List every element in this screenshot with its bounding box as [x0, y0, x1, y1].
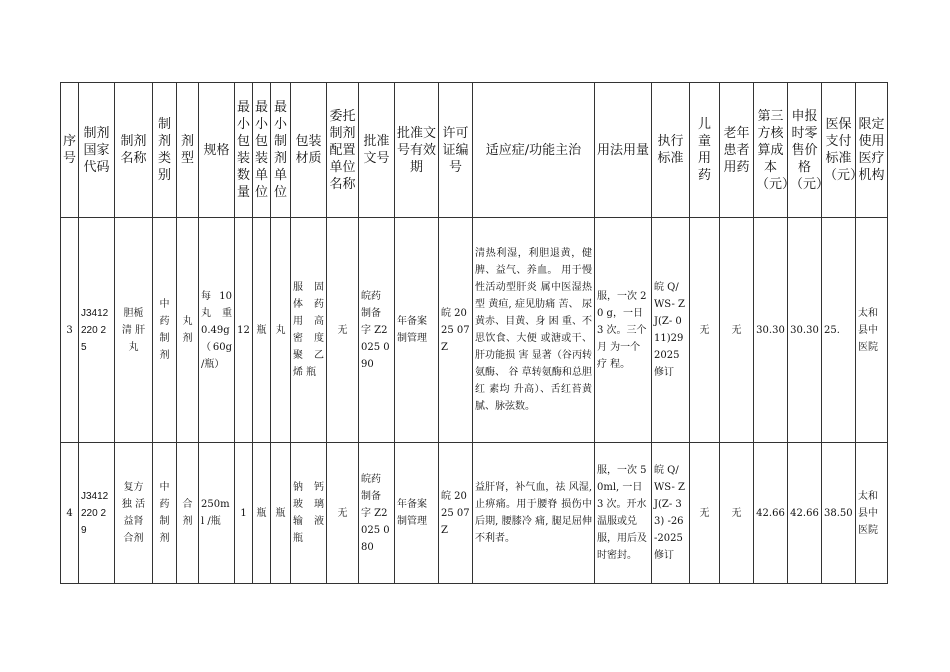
standard-cell: 皖 Q/WS- ZJ(Z- 33) -26 -2025 修订 [652, 443, 690, 584]
pack-unit-cell: 瓶 [253, 218, 271, 443]
code-cell: J3412 220 2 5 [79, 218, 115, 443]
pack-unit-cell: 瓶 [253, 443, 271, 584]
header-cell: 执行标准 [652, 83, 690, 218]
header-cell: 制剂类别 [153, 83, 177, 218]
header-cell: 申报时零售价格（元） [788, 83, 822, 218]
header-cell: 许可证编号 [439, 83, 473, 218]
header-cell: 最小包装数量 [235, 83, 253, 218]
material-cell: 服 固 体 药 用 高 密 度 聚 乙 烯 瓶 [291, 218, 327, 443]
code-cell: J3412 220 2 9 [79, 443, 115, 584]
insurance-cell: 25. [822, 218, 856, 443]
cost-cell: 30.30 [754, 218, 788, 443]
header-cell: 委托制剂配置单位名称 [327, 83, 359, 218]
approval-no-cell: 皖药 制备 字 Z2025 090 [359, 218, 395, 443]
header-cell: 老年患者用药 [720, 83, 754, 218]
category-cell: 中 药制 剂 [153, 218, 177, 443]
drug-catalog-table [60, 82, 888, 584]
form-cell: 丸 剂 [177, 218, 199, 443]
seq-cell: 4 [61, 443, 79, 584]
indication-cell: 清热利湿，利胆退黄，健脾、益气、养血。 用于慢性活动型肝炎 属中医湿热型 黄疸, 症见肋痛 苦、 尿黄赤、目黄、身 困 重、不思饮食、大便 或溏或干、肝功能损 害 显著（谷丙转氨酶、 谷 草转氨酶和总胆红 素均 升高）、舌红苔黄 腻、脉弦数。 [473, 218, 595, 443]
table-row [61, 443, 888, 584]
material-cell: 钠 钙 玻 璃 输 液 瓶 [291, 443, 327, 584]
header-cell: 最小制剂单位 [271, 83, 291, 218]
header-cell: 限定使用医疗机构 [856, 83, 888, 218]
standard-cell: 皖 Q/WS- ZJ(Z- 011)29 2025 修订 [652, 218, 690, 443]
child-cell: 无 [690, 218, 720, 443]
header-cell: 剂型 [177, 83, 199, 218]
name-cell: 复方 独 活 益肾 合剂 [115, 443, 153, 584]
institution-cell: 太和 县中 医院 [856, 218, 888, 443]
price-cell: 30.30 [788, 218, 822, 443]
table-header-row [61, 83, 888, 218]
indication-cell: 益肝肾，补气血，祛 风湿, 止痹痛。用于腰脊 损伤中后期, 腰膝冷 痛, 腿足屈伸不利者。 [473, 443, 595, 584]
category-cell: 中 药制 剂 [153, 443, 177, 584]
prep-unit-cell: 丸 [271, 218, 291, 443]
validity-cell: 年备案 制管理 [395, 218, 439, 443]
cost-cell: 42.66 [754, 443, 788, 584]
entrusted-cell: 无 [327, 443, 359, 584]
spec-cell: 250ml /瓶 [199, 443, 235, 584]
header-cell: 包装材质 [291, 83, 327, 218]
header-cell: 第三方核算成本（元） [754, 83, 788, 218]
license-cell: 皖 2025 07Z [439, 443, 473, 584]
header-cell: 最小包装单位 [253, 83, 271, 218]
prep-unit-cell: 瓶 [271, 443, 291, 584]
name-cell: 胆栀 清 肝丸 [115, 218, 153, 443]
child-cell: 无 [690, 443, 720, 584]
validity-cell: 年备案 制管理 [395, 443, 439, 584]
header-cell: 制剂名称 [115, 83, 153, 218]
usage-cell: 服，一次 20 g，一日 3 次。三个 月 为一个 疗 程。 [595, 218, 652, 443]
header-cell: 批准文号 [359, 83, 395, 218]
approval-no-cell: 皖药 制备 字 Z2025 080 [359, 443, 395, 584]
header-cell: 序号 [61, 83, 79, 218]
header-cell: 制剂国家代码 [79, 83, 115, 218]
seq-cell: 3 [61, 218, 79, 443]
elderly-cell: 无 [720, 218, 754, 443]
header-cell: 用法用量 [595, 83, 652, 218]
license-cell: 皖 2025 07Z [439, 218, 473, 443]
pack-qty-cell: 1 [235, 443, 253, 584]
header-cell: 适应症/功能主治 [473, 83, 595, 218]
pack-qty-cell: 12 [235, 218, 253, 443]
institution-cell: 太和 县中 医院 [856, 443, 888, 584]
usage-cell: 服，一次 50ml, 一日 3 次。开水 温服或兑 服，用后及 时密封。 [595, 443, 652, 584]
header-cell: 儿童用药 [690, 83, 720, 218]
header-cell: 医保支付标准（元） [822, 83, 856, 218]
price-cell: 42.66 [788, 443, 822, 584]
insurance-cell: 38.50 [822, 443, 856, 584]
form-cell: 合 剂 [177, 443, 199, 584]
spec-cell: 每 10 丸 重 0.49g （60g /瓶） [199, 218, 235, 443]
header-cell: 规格 [199, 83, 235, 218]
elderly-cell: 无 [720, 443, 754, 584]
entrusted-cell: 无 [327, 218, 359, 443]
header-cell: 批准文号有效期 [395, 83, 439, 218]
table-row [61, 218, 888, 443]
